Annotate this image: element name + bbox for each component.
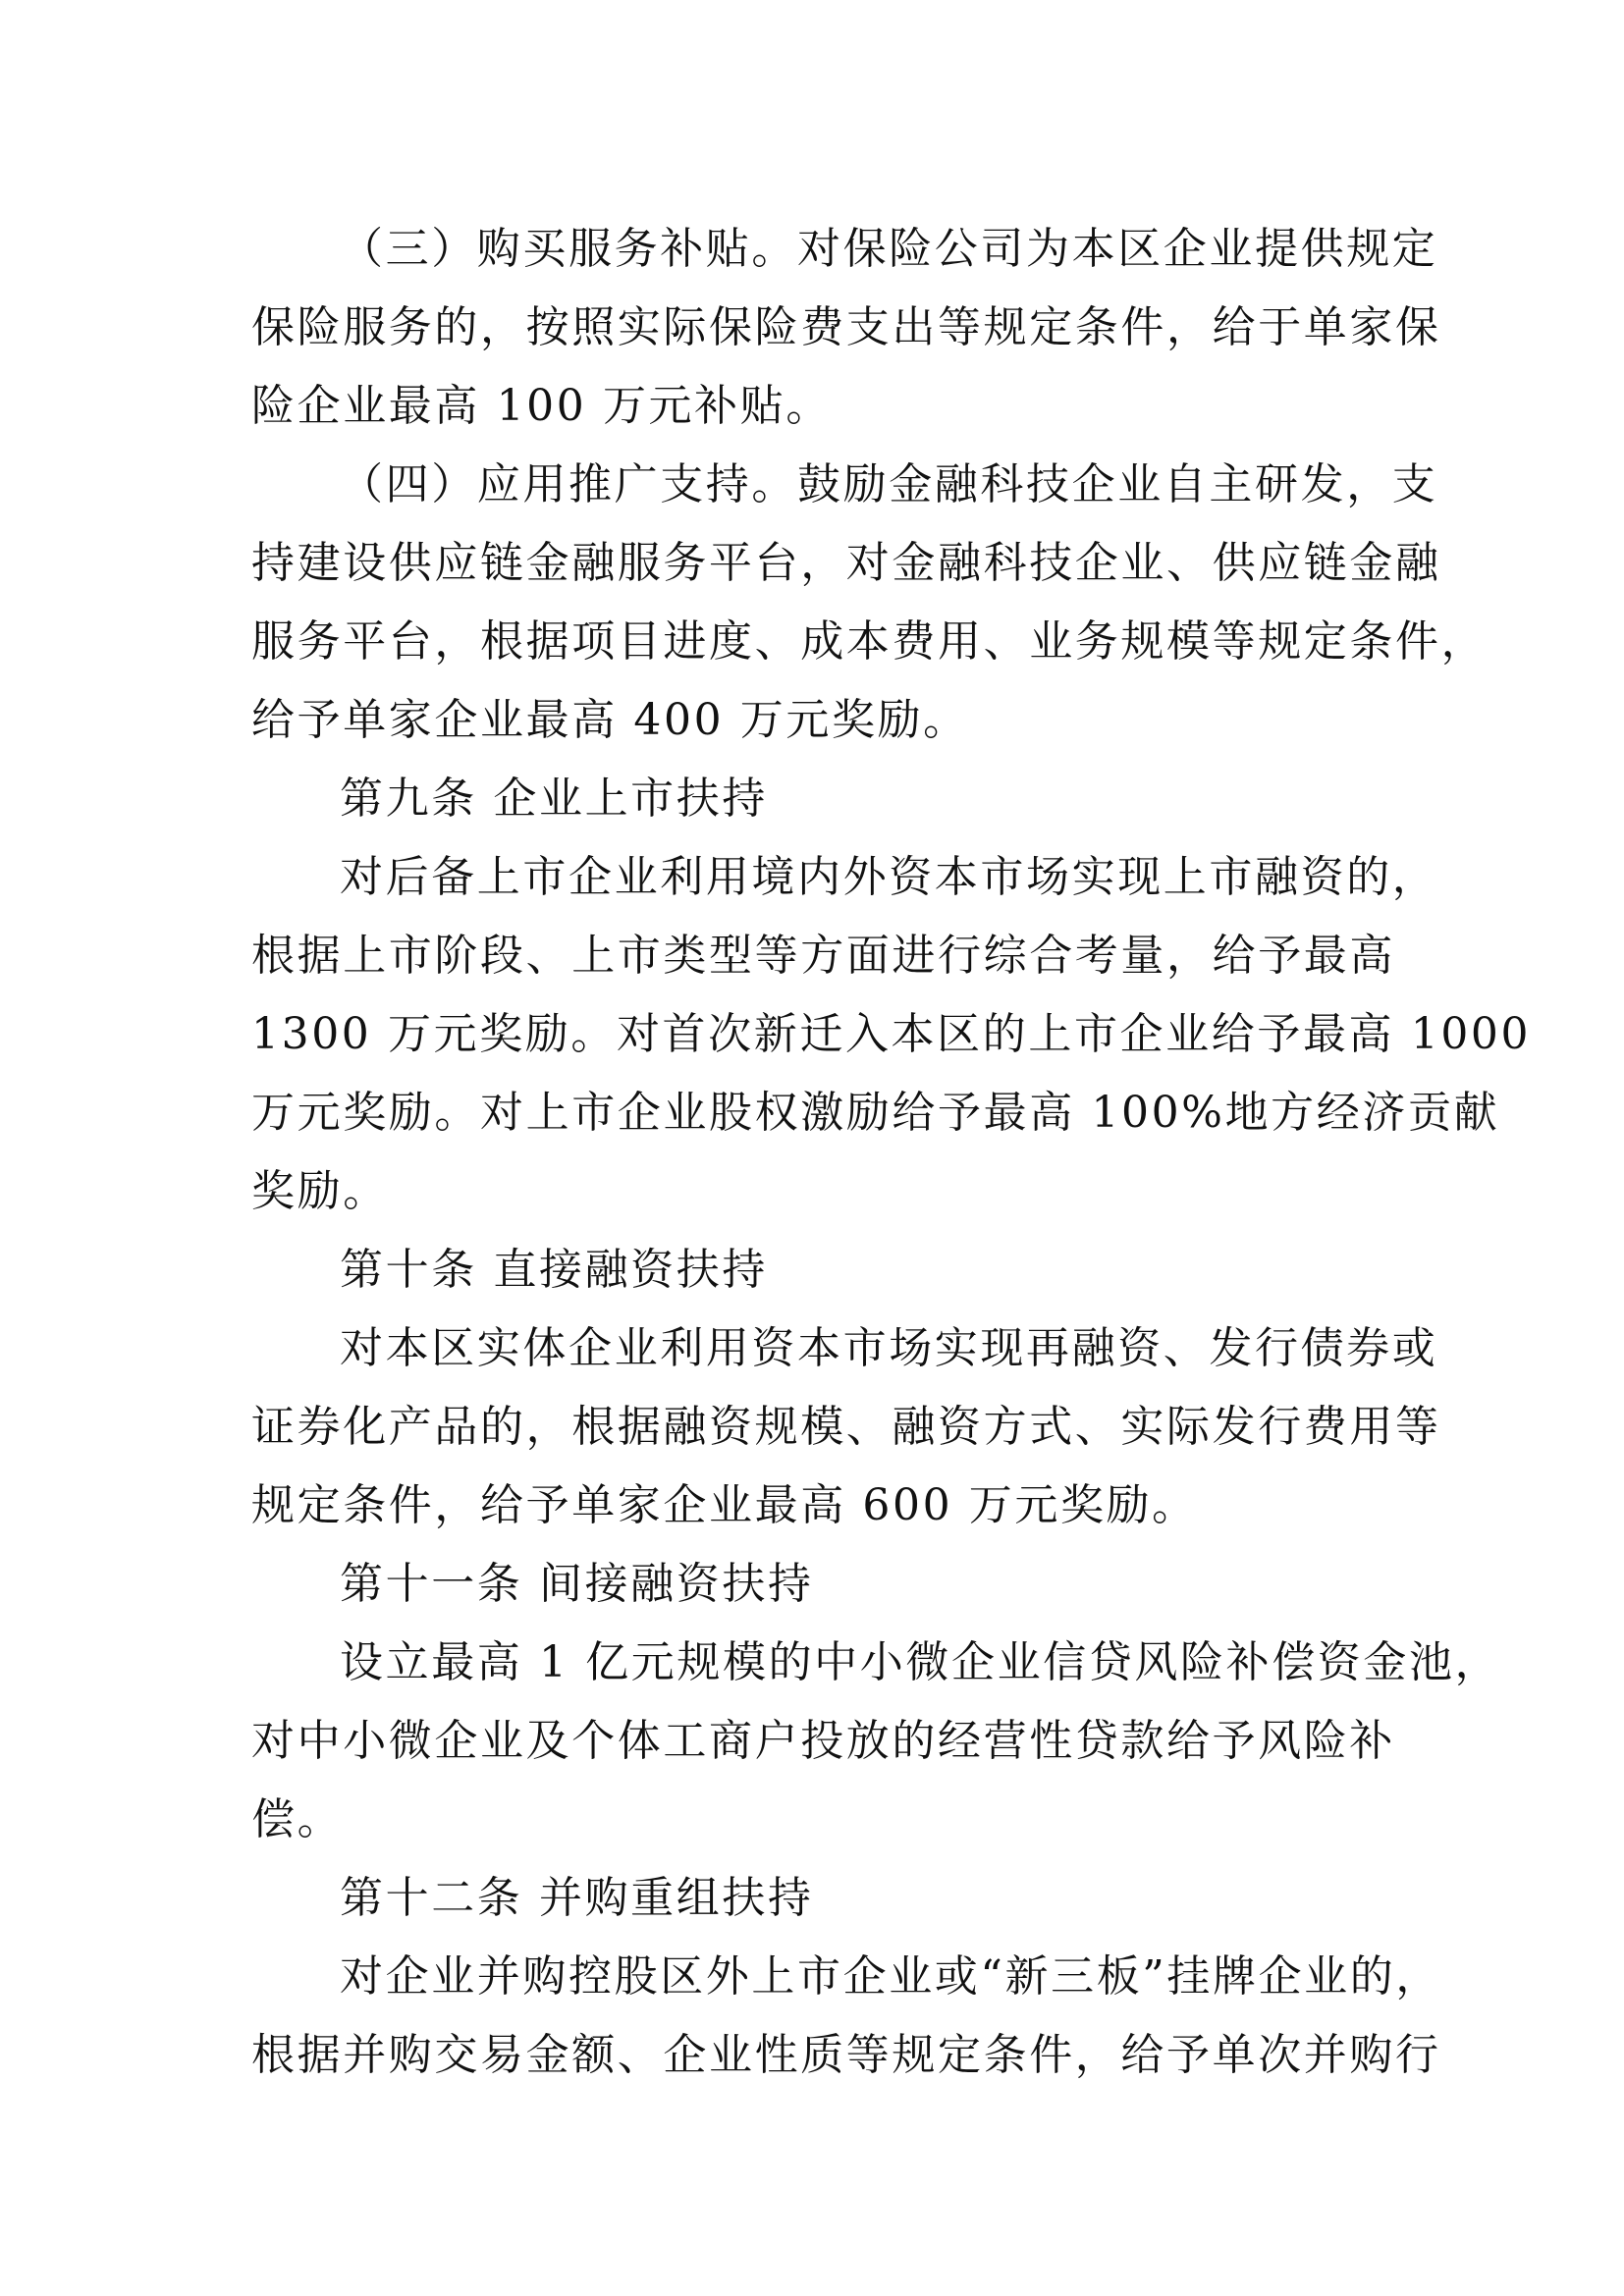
paragraph-line: 给予单家企业最高 400 万元奖励。 (251, 695, 969, 745)
paragraph-line: 险企业最高 100 万元补贴。 (251, 381, 832, 431)
paragraph-line: 服务平台，根据项目进度、成本费用、业务规模等规定条件， (251, 616, 1488, 667)
paragraph-line: 对企业并购控股区外上市企业或“新三板”挂牌企业的， (340, 1951, 1441, 2002)
paragraph-line: （四）应用推广支持。鼓励金融科技企业自主研发，支 (340, 459, 1438, 509)
paragraph-line: 证券化产品的，根据融资规模、融资方式、实际发行费用等 (251, 1402, 1441, 1452)
paragraph-line: 根据上市阶段、上市类型等方面进行综合考量，给予最高 (251, 931, 1395, 981)
paragraph-line: （三）购买服务补贴。对保险公司为本区企业提供规定 (340, 224, 1438, 274)
article-heading: 第十一条 间接融资扶持 (340, 1559, 814, 1609)
paragraph-line: 奖励。 (251, 1166, 389, 1216)
paragraph-line: 对后备上市企业利用境内外资本市场实现上市融资的， (340, 852, 1438, 902)
paragraph-line: 持建设供应链金融服务平台，对金融科技企业、供应链金融 (251, 538, 1441, 588)
paragraph-line: 1300 万元奖励。对首次新迁入本区的上市企业给予最高 1000 (251, 1009, 1532, 1059)
paragraph-line: 设立最高 1 亿元规模的中小微企业信贷风险补偿资金池， (340, 1637, 1501, 1687)
paragraph-line: 对本区实体企业利用资本市场实现再融资、发行债券或 (340, 1323, 1438, 1373)
paragraph-line: 万元奖励。对上市企业股权激励给予最高 100%地方经济贡献 (251, 1088, 1500, 1138)
document-body (251, 210, 1532, 2095)
article-heading: 第十条 直接融资扶持 (340, 1245, 768, 1295)
paragraph-line: 根据并购交易金额、企业性质等规定条件，给予单次并购行 (251, 2030, 1441, 2080)
paragraph-line: 保险服务的，按照实际保险费支出等规定条件，给于单家保 (251, 302, 1441, 352)
paragraph-line: 对中小微企业及个体工商户投放的经营性贷款给予风险补 (251, 1716, 1395, 1766)
paragraph-line: 偿。 (251, 1794, 344, 1844)
article-heading: 第九条 企业上市扶持 (340, 774, 768, 824)
paragraph-line: 规定条件，给予单家企业最高 600 万元奖励。 (251, 1480, 1198, 1530)
article-heading: 第十二条 并购重组扶持 (340, 1873, 814, 1923)
